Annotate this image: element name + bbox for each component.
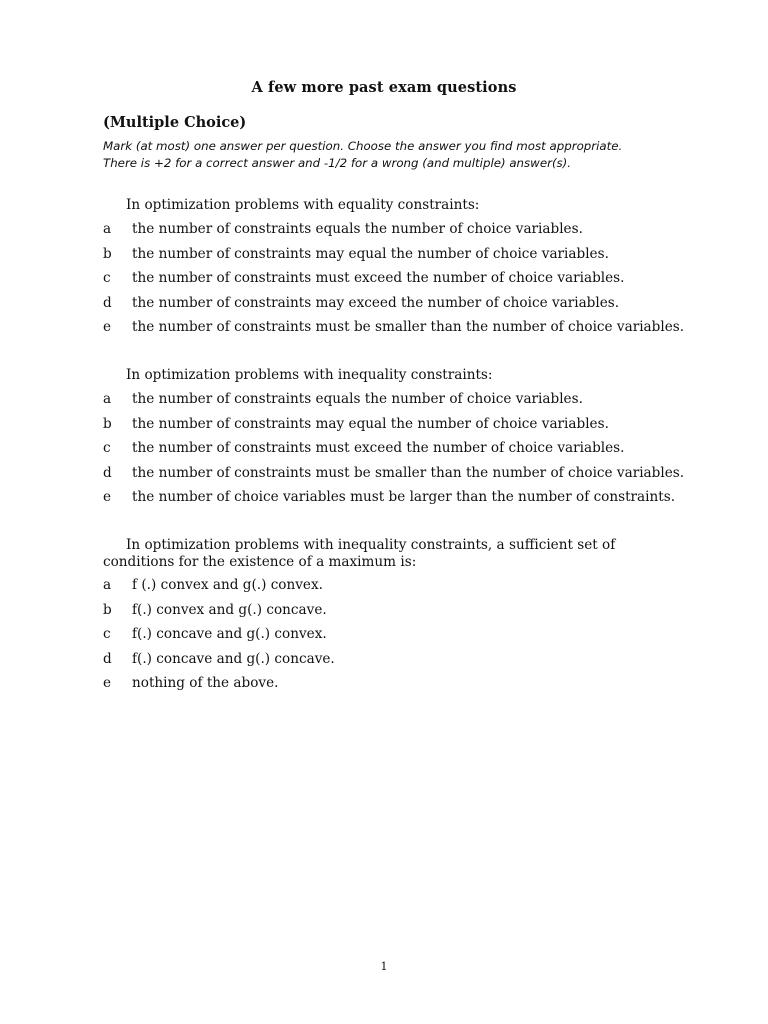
option-text: the number of constraints must be smaller than the number of choice variables.	[132, 319, 685, 335]
answer-option-a[interactable]	[103, 573, 703, 598]
option-text: the number of constraints may exceed the number of choice variables.	[132, 294, 620, 311]
option-letter: e	[103, 319, 112, 335]
option-text: the number of constraints may equal the number of choice variables.	[132, 245, 609, 262]
question-stem: In optimization problems with inequality constraints:	[126, 367, 493, 383]
question-2	[103, 365, 703, 510]
answer-option-a[interactable]	[103, 387, 703, 412]
option-text: the number of choice variables must be larger than the number of constraints.	[132, 489, 676, 505]
instructions	[103, 138, 703, 172]
option-text: f(.) concave and g(.) convex.	[132, 626, 327, 642]
answer-option-b[interactable]	[103, 598, 703, 623]
option-text: f(.) convex and g(.) concave.	[132, 601, 327, 618]
option-text: the number of constraints equals the number of choice variables.	[132, 391, 583, 407]
answer-option-d[interactable]	[103, 647, 703, 672]
answer-option-e[interactable]	[103, 485, 703, 510]
option-text: nothing of the above.	[132, 675, 279, 691]
question-1	[103, 195, 703, 340]
page-title: A few more past exam questions	[251, 79, 517, 96]
option-letter: c	[103, 440, 111, 456]
option-letter: d	[103, 464, 112, 481]
option-text: the number of constraints must exceed the number of choice variables.	[132, 440, 625, 456]
option-letter: d	[103, 650, 112, 667]
option-letter: a	[103, 577, 112, 593]
answer-option-b[interactable]	[103, 412, 703, 437]
option-text: the number of constraints equals the number of choice variables.	[132, 221, 583, 237]
option-text: f(.) concave and g(.) concave.	[132, 650, 335, 667]
answer-option-e[interactable]	[103, 315, 703, 340]
option-text: the number of constraints must exceed the number of choice variables.	[132, 270, 625, 286]
answer-option-c[interactable]	[103, 436, 703, 461]
option-letter: e	[103, 675, 112, 691]
answer-option-d[interactable]	[103, 461, 703, 486]
option-letter: c	[103, 626, 111, 642]
answer-option-a[interactable]	[103, 217, 703, 242]
page-number: 1	[380, 960, 388, 973]
answer-option-b[interactable]	[103, 242, 703, 267]
option-letter: c	[103, 270, 111, 286]
instruction-line: Mark (at most) one answer per question. Choose the answer you find most appropriate.	[103, 139, 623, 153]
question-stem: In optimization problems with equality constraints:	[126, 197, 480, 213]
option-letter: b	[103, 601, 112, 618]
option-text: f (.) convex and g(.) convex.	[132, 577, 323, 593]
instruction-line: There is +2 for a correct answer and -1/2 for a wrong (and multiple) answer(s).	[103, 156, 572, 170]
option-letter: a	[103, 391, 112, 407]
question-3	[103, 537, 703, 696]
section-heading: (Multiple Choice)	[103, 114, 247, 131]
option-letter: e	[103, 489, 112, 505]
answer-option-e[interactable]	[103, 671, 703, 696]
answer-option-d[interactable]	[103, 291, 703, 316]
option-letter: b	[103, 415, 112, 432]
option-letter: a	[103, 221, 112, 237]
answer-option-c[interactable]	[103, 266, 703, 291]
option-text: the number of constraints must be smaller than the number of choice variables.	[132, 464, 685, 481]
option-letter: b	[103, 245, 112, 262]
option-text: the number of constraints may equal the number of choice variables.	[132, 415, 609, 432]
option-letter: d	[103, 294, 112, 311]
answer-option-c[interactable]	[103, 622, 703, 647]
question-stem: In optimization problems with inequality constraints, a sufficient set of conditions for the existence of a maximum is:	[103, 537, 616, 570]
